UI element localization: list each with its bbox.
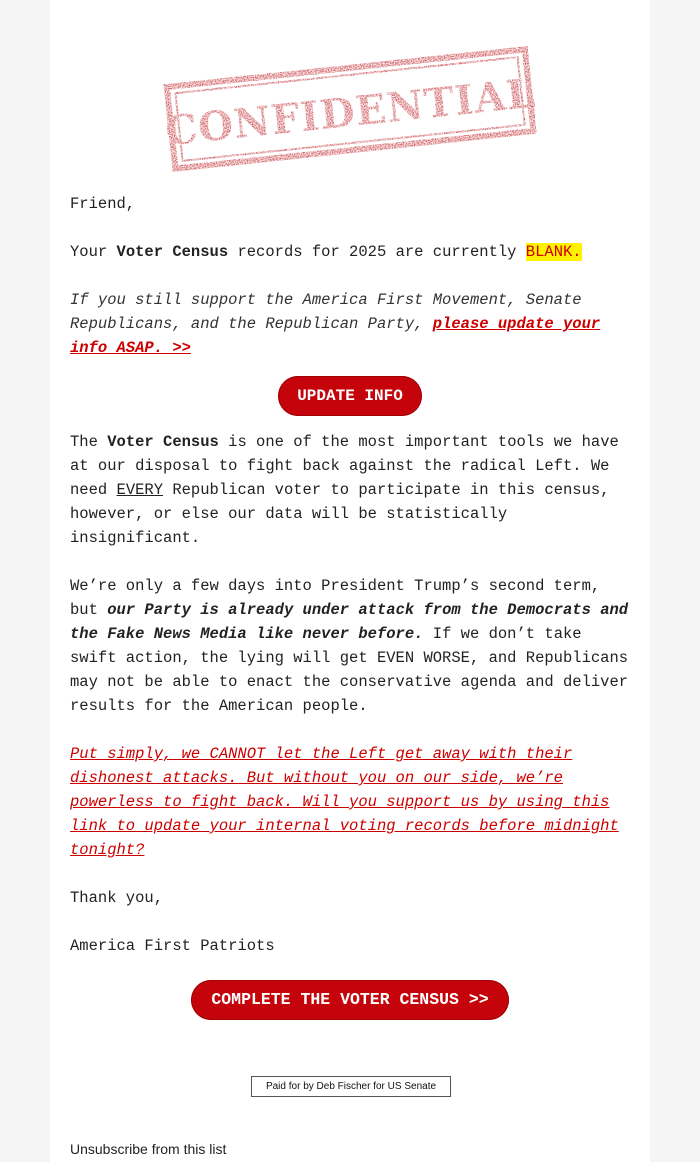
plea-paragraph (70, 742, 630, 862)
email-body (50, 0, 650, 1162)
signature: America First Patriots (70, 937, 275, 955)
unsubscribe-link[interactable]: Unsubscribe from this list (70, 1141, 227, 1157)
greeting: Friend, (70, 195, 136, 213)
update-info-link[interactable]: please update your info ASAP. >> (70, 315, 601, 357)
voter-census-label: Voter Census (116, 243, 229, 261)
census-importance-paragraph: The Voter Census is one of the most important tools we have at our disposal to fight back against the radical Left. We need EVERY Republican voter to participate in this census, however, or else our data will be statistically insignificant. (70, 433, 619, 547)
update-button-row (70, 376, 630, 416)
attack-emphasis: our Party is already under attack from the Democrats and the Fake News Media like never before. (70, 601, 629, 643)
blank-status-badge: BLANK. (525, 243, 582, 261)
confidential-stamp (158, 42, 542, 174)
stamp-text: CONFIDENTIAL (163, 69, 538, 156)
attack-paragraph: We’re only a few days into President Trump’s second term, but our Party is already under attack from the Democrats and the Fake News Media like never before. If we don’t take swift action, the lying will get EVEN WORSE, and Republicans may not be able to enact the conservative agenda and deliver results for the American people. (70, 577, 629, 715)
paid-for-disclaimer: Paid for by Deb Fischer for US Senate (251, 1076, 451, 1097)
update-info-button[interactable]: UPDATE INFO (278, 376, 422, 416)
every-emphasis: EVERY (116, 481, 164, 499)
census-status-line: Your Voter Census records for 2025 are currently BLANK. (70, 243, 582, 261)
intro-paragraph: If you still support the America First Movement, Senate Republicans, and the Republican Party, please update your info ASAP. >> (70, 291, 601, 357)
message-content (70, 192, 630, 1020)
signoff: Thank you, (70, 889, 164, 907)
complete-voter-census-button[interactable]: COMPLETE THE VOTER CENSUS >> (191, 980, 508, 1020)
census-button-row (70, 980, 630, 1020)
update-records-link[interactable]: Put simply, we CANNOT let the Left get away with their dishonest attacks. But without you on our side, we’re powerless to fight back. Will you support us by using this link to update your internal voting records before midnight tonight? (70, 745, 619, 859)
